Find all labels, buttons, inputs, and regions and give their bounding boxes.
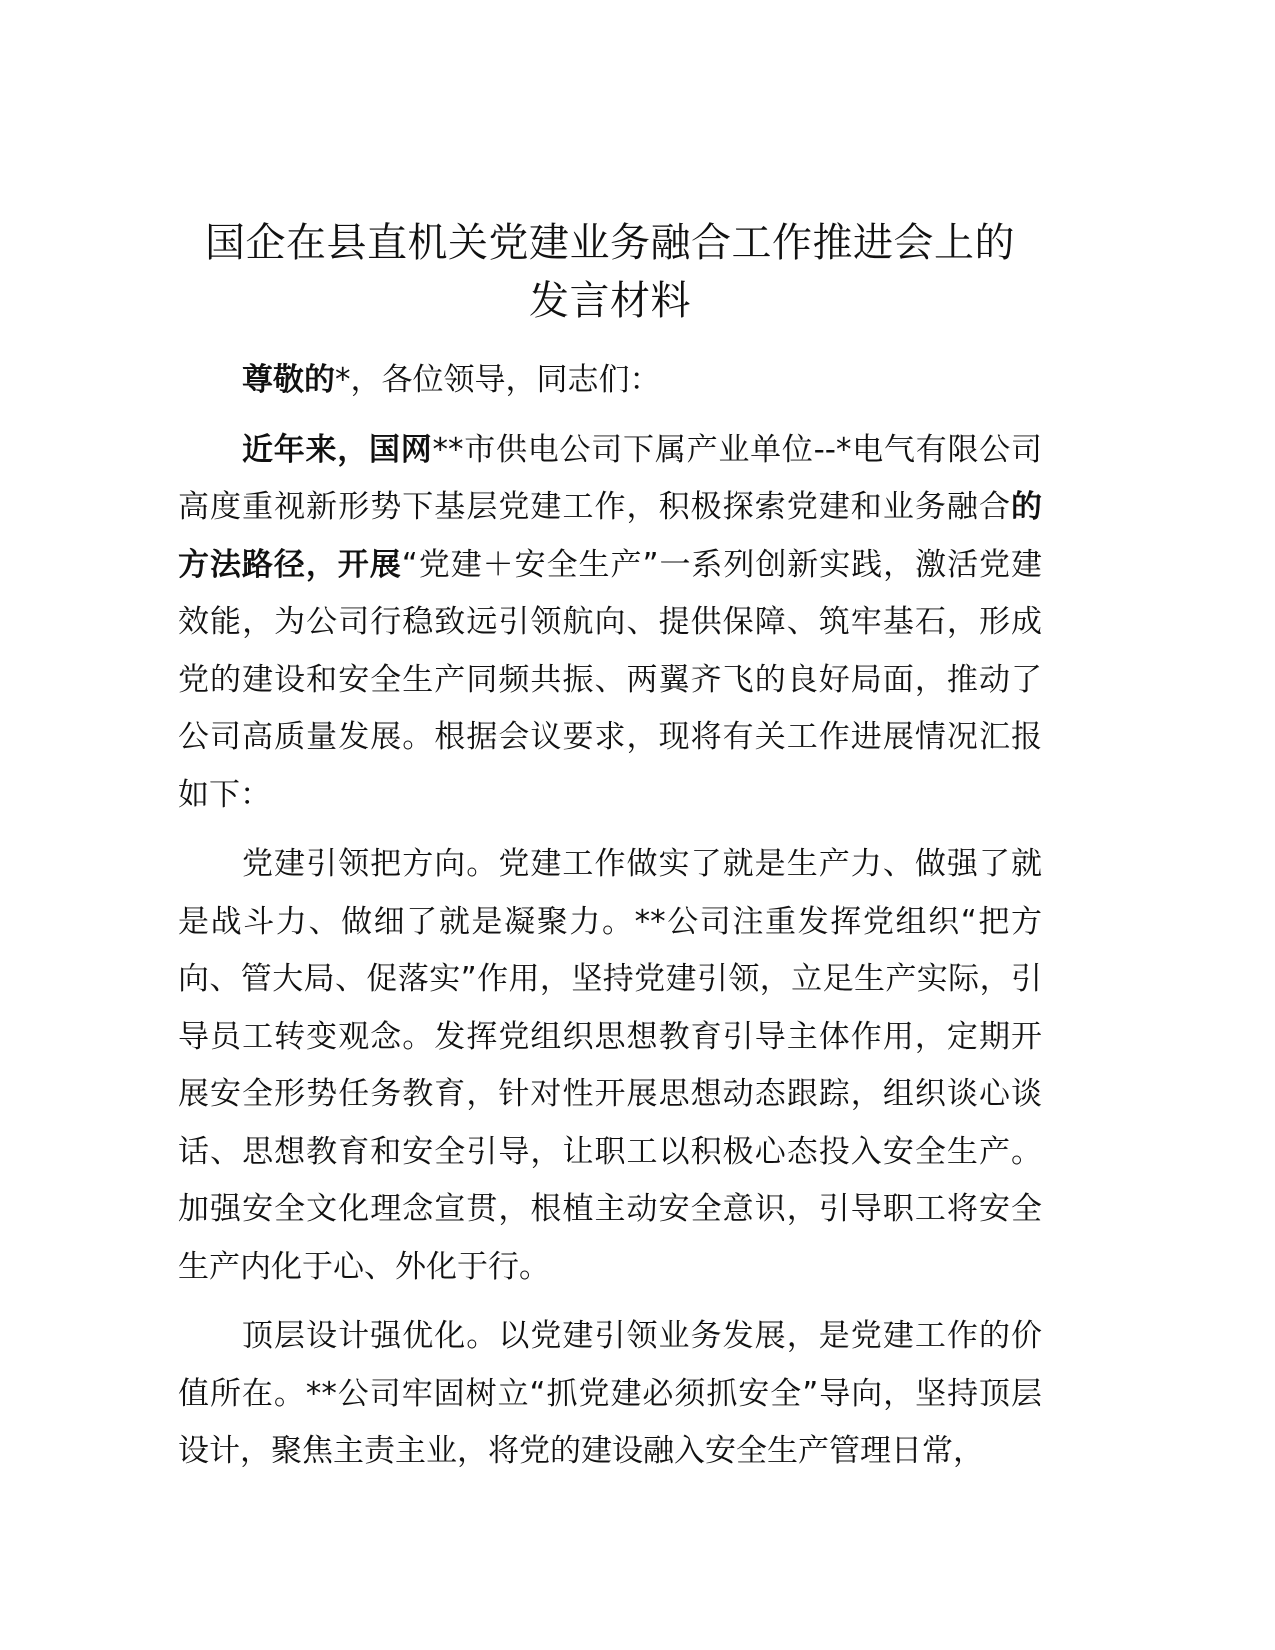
- document-page: [178, 214, 1042, 1493]
- salutation-paragraph: [178, 352, 1042, 410]
- intro-text-2: “党建＋安全生产”一系列创新实践，激活党建效能，为公司行稳致远引领航向、提供保障、筑牢基石，形成党的建设和安全生产同频共振、两翼齐飞的良好局面，推动了公司高质量发展。根据会议要求，现将有关工作进展情况汇报如下：: [178, 546, 1043, 813]
- document-title: [178, 214, 1042, 330]
- direction-paragraph: 党建引领把方向。党建工作做实了就是生产力、做强了就是战斗力、做细了就是凝聚力。**公司注重发挥党组织“把方向、管大局、促落实”作用，坚持党建引领，立足生产实际，引导员工转变观念。发挥党组织思想教育引导主体作用，定期开展安全形势任务教育，针对性开展思想动态跟踪，组织谈心谈话、思想教育和安全引导，让职工以积极心态投入安全生产。加强安全文化理念宣贯，根植主动安全意识，引导职工将安全生产内化于心、外化于行。: [178, 846, 1042, 1285]
- intro-text-1: **市供电公司下属产业单位--*电气有限公司高度重视新形势下基层党建工作，积极探索党建和业务融合: [178, 431, 1042, 525]
- document-body: [178, 352, 1042, 1481]
- salutation-bold-text: 尊敬的: [242, 362, 335, 398]
- title-line-2: 发言材料: [529, 278, 691, 324]
- intro-bold-text-2: 的方法路径，开展: [178, 489, 1042, 583]
- salutation-text: *，各位领导，同志们：: [335, 362, 661, 398]
- title-line-1: 国企在县直机关党建业务融合工作推进会上的: [205, 220, 1015, 266]
- intro-bold-text-1: 近年来，国网: [242, 431, 433, 468]
- intro-paragraph: [178, 422, 1042, 825]
- design-paragraph: 顶层设计强优化。以党建引领业务发展，是党建工作的价值所在。**公司牢固树立“抓党建必须抓安全”导向，坚持顶层设计，聚焦主责主业，将党的建设融入安全生产管理日常，: [178, 1318, 1042, 1469]
